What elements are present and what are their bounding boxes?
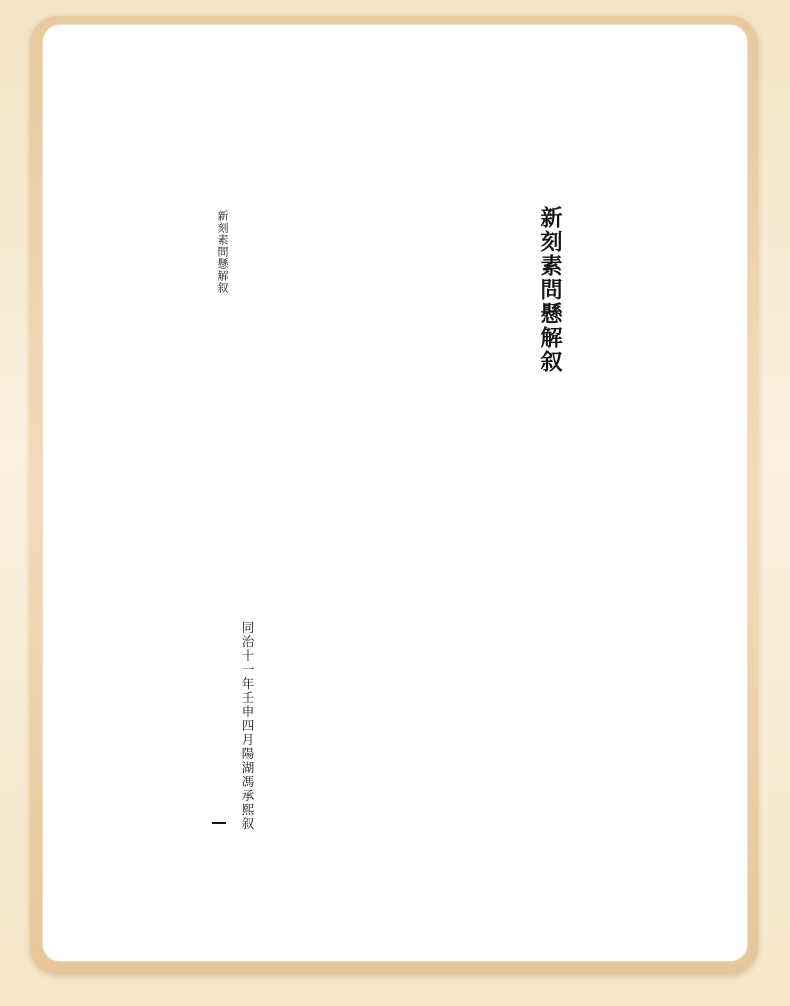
text-column xyxy=(314,206,334,806)
page-number xyxy=(212,822,226,824)
colophon-signature: 同治十一年壬申四月陽湖馮承熙叙 xyxy=(240,621,255,831)
text-column xyxy=(482,206,502,806)
text-column xyxy=(386,206,406,806)
text-column xyxy=(338,206,358,806)
text-column xyxy=(506,206,526,806)
text-column xyxy=(410,206,430,806)
running-head: 新刻素問懸解叙 xyxy=(216,210,229,294)
preface-body xyxy=(242,206,526,806)
text-column xyxy=(458,206,478,806)
text-column xyxy=(434,206,454,806)
text-column xyxy=(290,206,310,806)
text-column xyxy=(266,206,286,806)
book-page xyxy=(42,24,748,962)
text-column xyxy=(362,206,382,806)
preface-title: 新刻素問懸解叙 xyxy=(537,206,563,374)
